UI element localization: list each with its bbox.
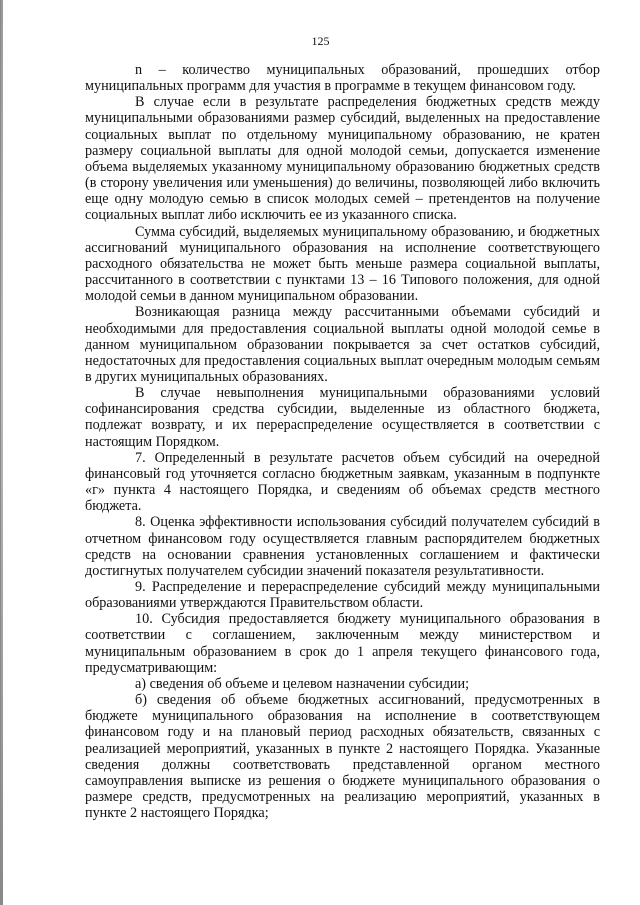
document-body	[85, 62, 600, 821]
scan-edge-shadow	[1, 0, 3, 905]
paragraph: Возникающая разница между рассчитанными объемами субсидий и необходимыми для предоставления социальной выплаты одной молодой семье в данном муниципальном образовании покрывается за счет остатков субсидий, недостаточных для предоставления социальных выплат очередным молодым семьям в других муниципальных образованиях.	[85, 304, 600, 385]
paragraph: n – количество муниципальных образований, прошедших отбор муниципальных программ для участия в программе в текущем финансовом году.	[85, 62, 600, 95]
paragraph: 9. Распределение и перераспределение субсидий между муниципальными образованиями утверждаются Правительством области.	[85, 579, 600, 612]
paragraph: а) сведения об объеме и целевом назначении субсидии;	[135, 675, 470, 692]
paragraph: 10. Субсидия предоставляется бюджету муниципального образования в соответствии с соглашением, заключенным между министерством и муниципальным образованием в срок до 1 апреля текущего финансового года, предусматривающим:	[85, 611, 600, 676]
paragraph: 8. Оценка эффективности использования субсидий получателем субсидий в отчетном финансовом году осуществляется главным распорядителем бюджетных средств на основании сравнения установленных соглашением и фактически достигнутых получателем субсидии значений показателя результативности.	[85, 514, 600, 579]
paragraph: Сумма субсидий, выделяемых муниципальному образованию, и бюджетных ассигнований муниципального образования на исполнение соответствующего расходного обязательства не может быть меньше размера социальной выплаты, рассчитанного в соответствии с пунктами 13 – 16 Типового положения, для одной молодой семьи в данном муниципальном образовании.	[85, 223, 600, 305]
paragraph: В случае если в результате распределения бюджетных средств между муниципальными образованиями размер субсидий, выделенных на предоставление социальных выплат по отдельному муниципальному образованию, не кратен размеру социальной выплаты для одной молодой семьи, допускается изменение объема выделяемых указанному муниципальному образованию бюджетных средств (в сторону увеличения или уменьшения) до величины, позволяющей либо включить еще одну молодую семью в список молодых семей – претендентов на получение социальных выплат либо исключить ее из указанного списка.	[85, 94, 600, 224]
paragraph: 7. Определенный в результате расчетов объем субсидий на очередной финансовый год уточняется согласно бюджетным заявкам, указанным в подпункте «г» пункта 4 настоящего Порядка, и сведениям об объемах средств местного бюджета.	[85, 449, 600, 515]
paragraph: В случае невыполнения муниципальными образованиями условий софинансирования средства субсидии, выделенные из областного бюджета, подлежат возврату, и их перераспределение осуществляется в соответствии с настоящим Порядком.	[85, 385, 600, 450]
paragraph: б) сведения об объеме бюджетных ассигнований, предусмотренных в бюджете муниципального образования на исполнение в соответствующем финансовом году и на плановый период расходных обязательств, связанных с реализацией мероприятий, указанных в пункте 2 настоящего Порядка. Указанные сведения должны соответствовать представленной органом местного самоуправления выписке из решения о бюджете муниципального образования о размере средств, предусмотренных на реализацию мероприятий, указанных в пункте 2 настоящего Порядка;	[85, 692, 600, 822]
page-number: 125	[311, 34, 330, 48]
